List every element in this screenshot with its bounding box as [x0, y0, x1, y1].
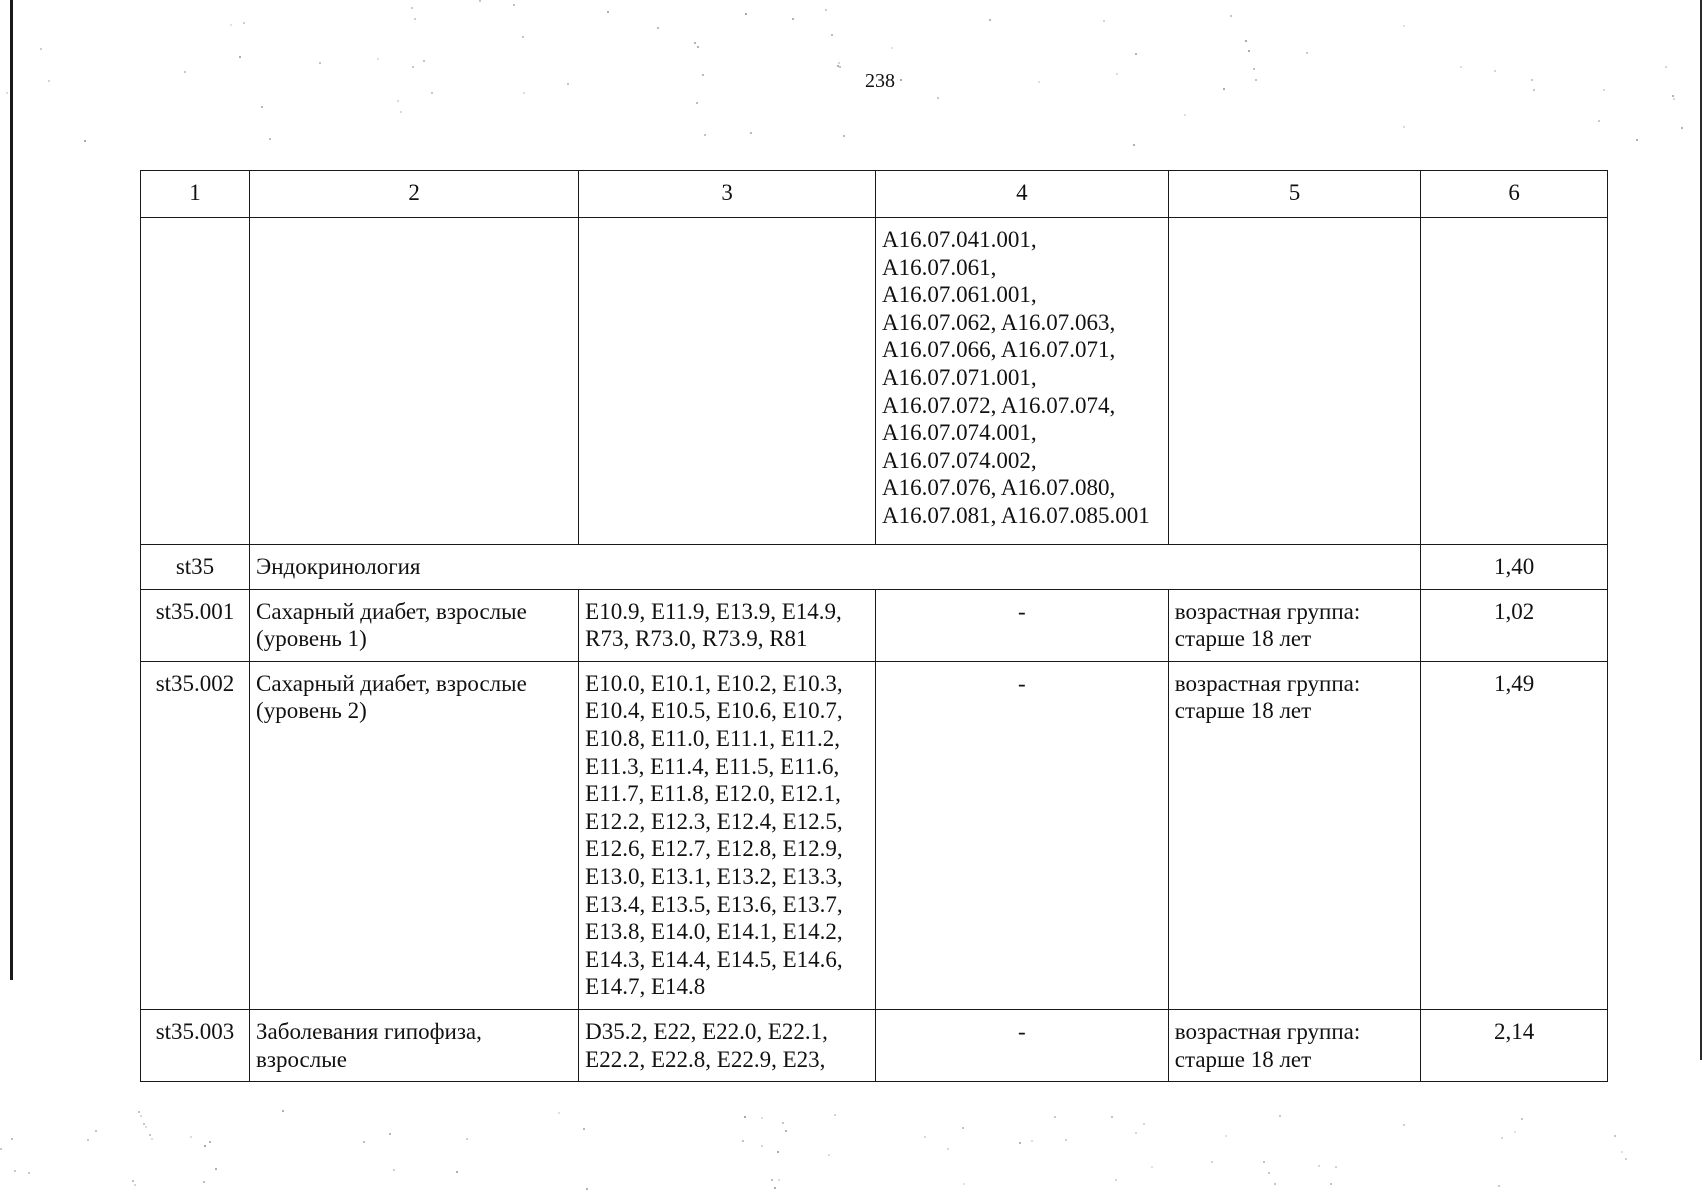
scan-speck — [696, 102, 698, 104]
scan-speck — [1625, 1158, 1627, 1160]
scan-speck — [1403, 25, 1405, 27]
scan-speck — [149, 1134, 151, 1136]
scan-speck — [261, 106, 263, 108]
continuation-row — [141, 218, 1608, 545]
scan-speck — [1403, 1124, 1405, 1126]
row-criteria — [1168, 1009, 1420, 1081]
column-header-1: 1 — [141, 171, 250, 218]
scan-speck — [423, 60, 425, 62]
scan-speck — [1279, 1115, 1281, 1117]
scan-speck — [1521, 1118, 1523, 1120]
scan-speck — [828, 1154, 830, 1156]
scan-speck — [389, 1133, 391, 1135]
service-code-line: A16.07.076, A16.07.080, — [882, 475, 1116, 501]
diagnosis-code-line: E14.3, E14.4, E14.5, E14.6, — [585, 946, 843, 972]
empty-cell — [250, 218, 579, 545]
scan-speck — [1115, 1179, 1117, 1181]
scan-speck — [190, 1136, 192, 1138]
scan-speck — [1335, 1166, 1337, 1168]
diagnosis-code-line: E10.0, E10.1, E10.2, E10.3, — [585, 670, 843, 696]
scan-speck — [1494, 70, 1496, 72]
scan-speck — [513, 4, 515, 6]
scan-speck — [1151, 1166, 1153, 1168]
row-coefficient: 1,49 — [1421, 661, 1608, 1009]
service-code-line: A16.07.041.001, — [882, 227, 1037, 252]
scan-speck — [479, 0, 481, 2]
scan-speck — [825, 9, 827, 11]
section-coefficient: 1,40 — [1421, 545, 1608, 590]
scan-speck — [1038, 81, 1040, 83]
scan-speck — [1531, 79, 1533, 81]
row-name-line: Сахарный диабет, взрослые — [256, 598, 527, 624]
diagnosis-code-line: E11.7, E11.8, E12.0, E12.1, — [585, 781, 841, 807]
scan-speck — [134, 1184, 136, 1186]
diagnosis-code-line: E11.3, E11.4, E11.5, E11.6, — [585, 753, 840, 779]
scan-speck — [203, 1181, 205, 1183]
row-diagnoses — [579, 1009, 876, 1081]
row-name — [250, 1009, 579, 1081]
row-services: - — [876, 661, 1169, 1009]
scan-speck — [138, 1111, 140, 1113]
table-header-row — [141, 171, 1608, 218]
row-name-line: Сахарный диабет, взрослые — [256, 670, 527, 696]
diagnosis-code-line: E12.2, E12.3, E12.4, E12.5, — [585, 808, 843, 834]
scan-speck — [282, 1110, 284, 1112]
scan-speck — [230, 24, 232, 26]
scan-speck — [1065, 1139, 1067, 1141]
criteria-line: старше 18 лет — [1174, 698, 1312, 724]
row-coefficient: 2,14 — [1421, 1009, 1608, 1081]
scan-speck — [745, 13, 747, 15]
scan-speck — [1255, 79, 1257, 81]
scan-speck — [431, 92, 433, 94]
scan-speck — [774, 1187, 776, 1189]
scan-speck — [1318, 1165, 1320, 1167]
scan-speck — [924, 1136, 926, 1138]
scan-speck — [1501, 1137, 1503, 1139]
scan-speck — [1330, 1183, 1332, 1185]
row-name — [250, 661, 579, 1009]
scan-speck — [900, 79, 902, 81]
scan-speck — [145, 1126, 147, 1128]
scan-speck — [761, 1145, 763, 1147]
scan-speck — [84, 140, 86, 142]
scan-speck — [750, 132, 752, 134]
scan-speck — [1103, 20, 1105, 22]
scan-speck — [1268, 1172, 1270, 1174]
scan-speck — [1533, 89, 1535, 91]
row-name-line: (уровень 1) — [256, 626, 367, 652]
scan-speck — [40, 48, 42, 50]
scan-speck — [1598, 120, 1600, 122]
scan-speck — [28, 1172, 30, 1174]
scan-speck — [414, 18, 416, 20]
scan-speck — [586, 1188, 588, 1190]
scan-speck — [1135, 1132, 1137, 1134]
scan-speck — [1184, 114, 1186, 116]
scan-speck — [87, 1139, 89, 1141]
scan-speck — [657, 27, 659, 29]
scan-speck — [184, 71, 186, 73]
empty-cell — [141, 218, 250, 545]
criteria-line: возрастная группа: — [1174, 1018, 1361, 1044]
scan-speck — [778, 1179, 780, 1181]
scan-speck — [937, 97, 939, 99]
column-header-4: 4 — [876, 171, 1169, 218]
diagnosis-code-line: E22.2, E22.8, E22.9, E23, — [585, 1046, 826, 1072]
scan-speck — [1245, 40, 1247, 42]
row-criteria — [1168, 589, 1420, 661]
scan-speck — [269, 138, 271, 140]
empty-cell — [1168, 218, 1420, 545]
scan-speck — [785, 1130, 787, 1132]
scan-speck — [558, 1112, 560, 1114]
scan-speck — [14, 1170, 16, 1172]
service-code-line: A16.07.081, A16.07.085.001 — [882, 502, 1150, 528]
service-code-line: A16.07.071.001, — [882, 364, 1037, 390]
section-row — [141, 545, 1608, 590]
criteria-line: возрастная группа: — [1174, 670, 1361, 696]
scan-speck — [522, 36, 524, 38]
scan-speck — [400, 111, 402, 113]
scan-speck — [694, 42, 696, 44]
scan-speck — [742, 1140, 744, 1142]
scan-speck — [1403, 126, 1405, 128]
diagnosis-code-line: E13.4, E13.5, E13.6, E13.7, — [585, 891, 843, 917]
scan-speck — [989, 19, 991, 21]
table-row — [141, 661, 1608, 1009]
scan-speck — [962, 1127, 964, 1129]
service-code-line: A16.07.066, A16.07.071, — [882, 337, 1116, 363]
diagnosis-code-line: E13.0, E13.1, E13.2, E13.3, — [585, 863, 843, 889]
criteria-line: старше 18 лет — [1174, 1046, 1312, 1072]
scan-speck — [1111, 1116, 1113, 1118]
scan-speck — [843, 135, 845, 137]
scan-speck — [1514, 1131, 1516, 1133]
service-code-line: A16.07.072, A16.07.074, — [882, 392, 1116, 418]
scan-speck — [1116, 73, 1118, 75]
scan-speck — [393, 1169, 395, 1171]
row-coefficient: 1,02 — [1421, 589, 1608, 661]
scan-speck — [456, 1171, 458, 1173]
scan-speck — [891, 47, 893, 49]
scan-speck — [1133, 144, 1135, 146]
column-header-2: 2 — [250, 171, 579, 218]
service-code-line: A16.07.074.002, — [882, 447, 1037, 473]
column-header-5: 5 — [1168, 171, 1420, 218]
diagnosis-code-line: E13.8, E14.0, E14.1, E14.2, — [585, 919, 843, 945]
scan-speck — [839, 66, 841, 68]
table-row — [141, 1009, 1608, 1081]
scan-speck — [1636, 139, 1638, 141]
scan-speck — [363, 1141, 365, 1143]
empty-cell — [579, 218, 876, 545]
page-number: 238 — [865, 70, 895, 92]
scan-speck — [151, 1138, 153, 1140]
row-diagnoses — [579, 589, 876, 661]
scan-speck — [140, 1115, 142, 1117]
row-name-line: Заболевания гипофиза, — [256, 1018, 482, 1044]
diagnosis-code-line: E12.6, E12.7, E12.8, E12.9, — [585, 836, 843, 862]
scan-speck — [947, 1148, 949, 1150]
scan-speck — [1460, 66, 1462, 68]
table-row — [141, 589, 1608, 661]
diagnosis-code-line: E10.4, E10.5, E10.6, E10.7, — [585, 698, 843, 724]
service-code-line: A16.07.061, — [882, 254, 997, 280]
scan-speck — [48, 80, 50, 82]
scan-speck — [583, 1128, 585, 1130]
scan-speck — [1603, 89, 1605, 91]
scan-speck — [771, 1179, 773, 1181]
row-services: - — [876, 589, 1169, 661]
scan-speck — [792, 18, 794, 20]
column-header-6: 6 — [1421, 171, 1608, 218]
scan-speck — [1230, 15, 1232, 17]
scan-speck — [1673, 98, 1675, 100]
service-code-line: A16.07.061.001, — [882, 282, 1037, 308]
scan-speck — [215, 1168, 217, 1170]
scan-speck — [1253, 68, 1255, 70]
scan-speck — [1225, 1135, 1227, 1137]
section-name: Эндокринология — [250, 545, 1421, 590]
scan-speck — [704, 134, 706, 136]
scan-speck — [1681, 127, 1683, 129]
scan-speck — [838, 62, 840, 64]
scan-speck — [1498, 1185, 1500, 1187]
service-code-line: A16.07.074.001, — [882, 420, 1037, 446]
scan-speck — [834, 1114, 836, 1116]
scan-speck — [1135, 53, 1137, 55]
service-codes-cell — [876, 218, 1169, 545]
diagnosis-code-line: E10.9, E11.9, E13.9, E14.9, — [585, 598, 842, 624]
scan-speck — [209, 1141, 211, 1143]
scan-speck — [697, 46, 699, 48]
row-diagnoses — [579, 661, 876, 1009]
scan-speck — [143, 1123, 145, 1125]
scan-speck — [397, 100, 399, 102]
row-name-line: (уровень 2) — [256, 698, 367, 724]
scan-speck — [761, 1117, 763, 1119]
scan-speck — [782, 1122, 784, 1124]
scan-speck — [1274, 1183, 1276, 1185]
scan-speck — [377, 58, 379, 60]
scan-speck — [1031, 1140, 1033, 1142]
diagnosis-code-line: E14.7, E14.8 — [585, 974, 706, 1000]
scan-speck — [1621, 1151, 1623, 1153]
row-name-line: взрослые — [256, 1046, 347, 1072]
scan-speck — [744, 1116, 746, 1118]
empty-cell — [1421, 218, 1608, 545]
scan-speck — [95, 1130, 97, 1132]
column-header-3: 3 — [579, 171, 876, 218]
row-criteria — [1168, 661, 1420, 1009]
scan-speck — [607, 11, 609, 13]
criteria-line: старше 18 лет — [1174, 626, 1312, 652]
section-code: st35 — [141, 545, 250, 590]
scan-speck — [1223, 88, 1225, 90]
service-code-line: A16.07.062, A16.07.063, — [882, 309, 1116, 335]
scan-speck — [243, 22, 245, 24]
scan-speck — [1306, 52, 1308, 54]
scan-speck — [1248, 50, 1250, 52]
scan-speck — [6, 92, 8, 94]
scan-left-edge — [10, 0, 13, 980]
scan-speck — [702, 74, 704, 76]
diagnosis-code-line: E10.8, E11.0, E11.1, E11.2, — [585, 725, 841, 751]
scan-speck — [319, 62, 321, 64]
diagnosis-code-line: D35.2, E22, E22.0, E22.1, — [585, 1018, 828, 1044]
scan-speck — [204, 1145, 206, 1147]
scan-speck — [412, 66, 414, 68]
row-code: st35.002 — [141, 661, 250, 1009]
row-services: - — [876, 1009, 1169, 1081]
tariff-table — [140, 170, 1608, 1082]
scan-speck — [567, 83, 569, 85]
scan-speck — [466, 1138, 468, 1140]
row-name — [250, 589, 579, 661]
scan-speck — [831, 34, 833, 36]
scan-speck — [1665, 66, 1667, 68]
scan-speck — [411, 7, 413, 9]
scan-speck — [777, 1151, 779, 1153]
scan-speck — [11, 1138, 13, 1140]
scan-speck — [1614, 1135, 1616, 1137]
scan-speck — [1211, 1161, 1213, 1163]
scan-speck — [132, 1180, 134, 1182]
scan-speck — [1019, 1142, 1021, 1144]
scan-speck — [1672, 95, 1674, 97]
scan-speck — [1263, 1161, 1265, 1163]
scan-speck — [1054, 1116, 1056, 1118]
row-code: st35.001 — [141, 589, 250, 661]
scan-speck — [963, 1183, 965, 1185]
scan-speck — [523, 92, 525, 94]
scan-speck — [0, 1148, 2, 1150]
scan-speck — [1143, 1123, 1145, 1125]
criteria-line: возрастная группа: — [1174, 598, 1361, 624]
scan-speck — [239, 56, 241, 58]
diagnosis-code-line: R73, R73.0, R73.9, R81 — [585, 626, 808, 652]
row-code: st35.003 — [141, 1009, 250, 1081]
